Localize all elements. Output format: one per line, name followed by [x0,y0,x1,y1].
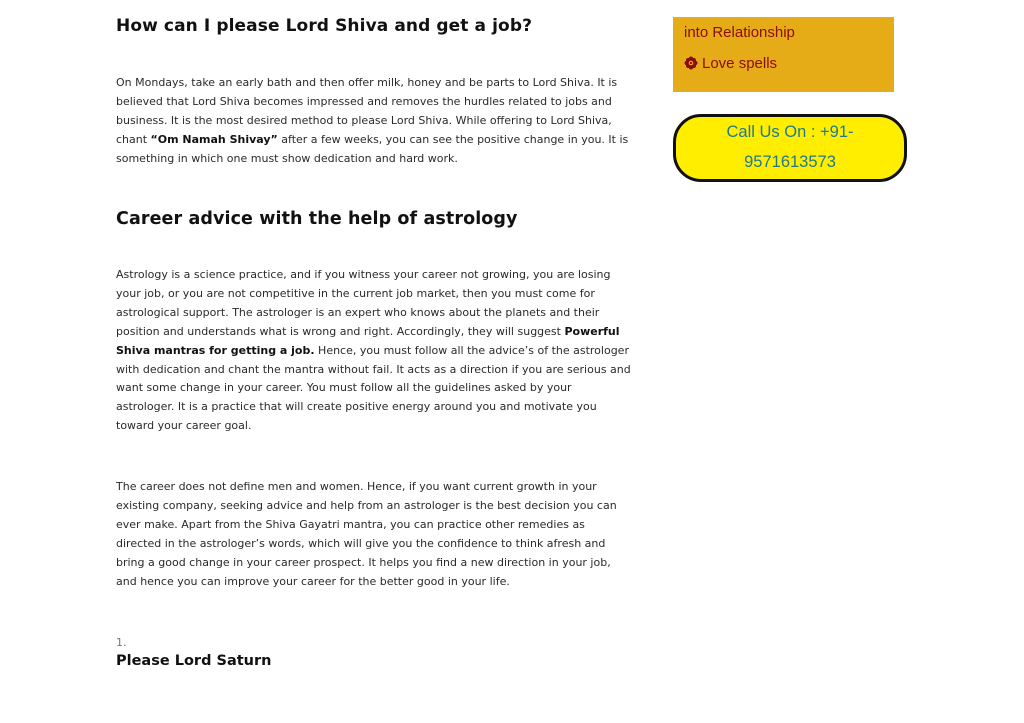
heading-please-lord-shiva: How can I please Lord Shiva and get a job? [116,16,533,36]
call-us-button[interactable] [673,114,907,182]
sidebar-link-label: Love spells [702,55,778,72]
list-number: 1. [116,636,127,649]
paragraph-text: On Mondays, take an early bath and then offer milk, honey and be parts to Lord Shiva. It is believed that Lord Shiva becomes impressed and removes the hurdles related to jobs and business. It is the most desired method to please Lord Shiva. While offering to Lord Shiva, chant [116,76,618,146]
sidebar-link-relationship[interactable]: into Relationship [684,24,795,41]
flower-icon [684,56,698,70]
mantra-link-bold: Powerful Shiva mantras for getting a job. [116,324,620,357]
paragraph-shiva-method [116,74,632,169]
phone-number: 9571613573 [744,153,836,171]
mantra-bold-text: “Om Namah Shivay” [150,132,278,146]
sidebar-menu-box [673,17,894,92]
paragraph-text: Hence, you must follow all the advice’s of the astrologer with dedication and chant the mantra without fail. It acts as a direction if you are serious and want some change in your career. You must follow all the guidelines asked by your astrologer. It is a practice that will create positive energy around you and motivate you toward your career goal. [116,343,631,433]
heading-career-advice: Career advice with the help of astrology [116,209,518,229]
paragraph-text: after a few weeks, you can see the positive change in you. It is something in which one must show dedication and hard work. [116,132,629,165]
paragraph-text: Astrology is a science practice, and if you witness your career not growing, you are losing your job, or you are not competitive in the current job market, then you must come for astrological support. The astrologer is an expert who knows about the planets and their position and understands what is wrong and right. Accordingly, they will suggest [116,268,611,338]
call-us-label: Call Us On : +91- [726,123,854,141]
sidebar-link-love-spells[interactable] [684,55,777,72]
list-heading-lord-saturn: Please Lord Saturn [116,653,272,669]
paragraph-astrology-support [116,266,632,436]
paragraph-career-growth: The career does not define men and women. Hence, if you want current growth in your existing company, seeking advice and help from an astrologer is the best decision you can ever make. Apart from the Shiva Gayatri mantra, you can practice other remedies as directed in the astrologer’s words, which will give you the confidence to think afresh and bring a good change in your career prospect. It helps you find a new direction in your job, and hence you can improve your career for the better good in your life. [116,480,617,588]
